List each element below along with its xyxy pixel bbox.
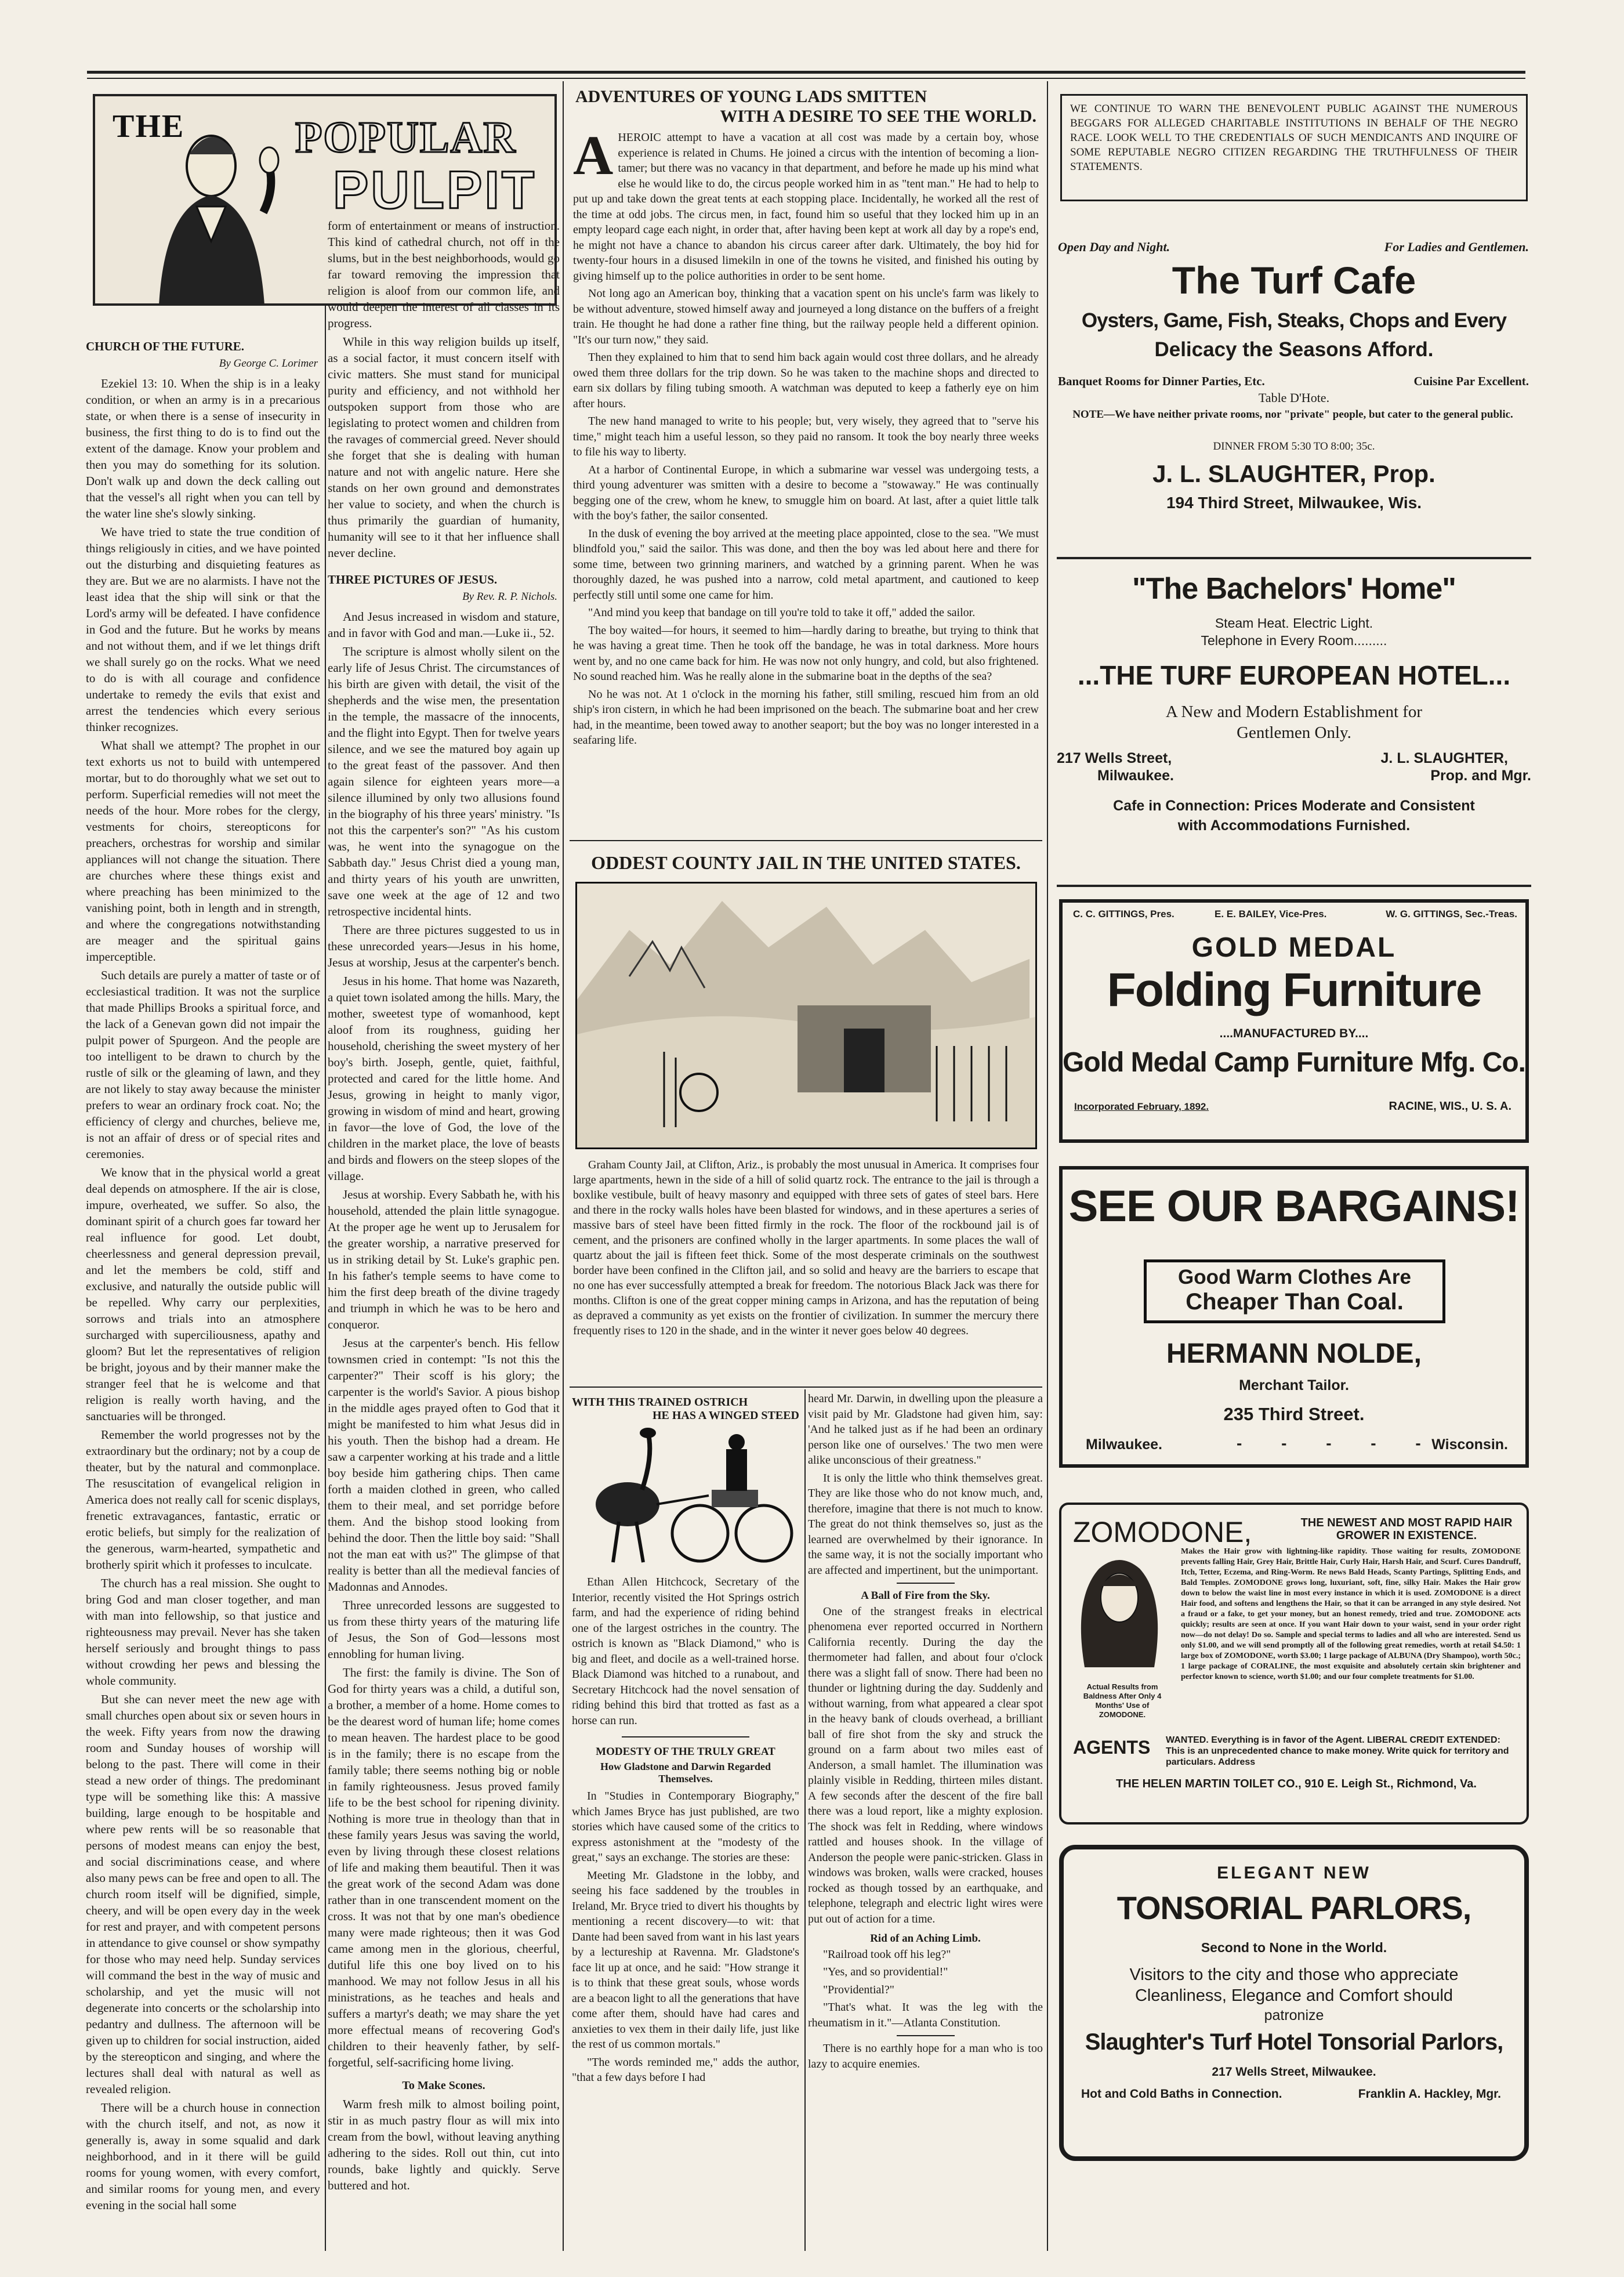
- turf-line1: Oysters, Game, Fish, Steaks, Chops and Every: [1081, 309, 1507, 332]
- notice-text: WE CONTINUE TO WARN THE BENEVOLENT PUBLIC AGAINST THE NUMEROUS BEGGARS FOR ALLEGED CHARITABLE INSTITUTIONS IN BEHALF OF THE NEGRO RACE. LOOK WELL TO THE CREDENTIALS OF SUCH MENDICANTS AND INQUIRE OF SOME REPUTABLE NEGRO CITIZEN REGARDING THE TRUTHFULNESS OF THEIR STATEMENTS.: [1070, 103, 1518, 173]
- short-rule: [622, 1736, 749, 1737]
- tonsorial-visitors-3: patronize: [1264, 2007, 1324, 2023]
- subhead-scones: To Make Scones.: [402, 2079, 485, 2092]
- short-rule: [897, 2035, 955, 2036]
- bachelors-cafe-1: Cafe in Connection: Prices Moderate and Consistent: [1113, 798, 1475, 814]
- ad-turf-cafe: [1057, 235, 1531, 551]
- byline-lorimer: By George C. Lorimer: [219, 357, 318, 370]
- zomodone-wanted: WANTED. Everything is in favor of the Agent. LIBERAL CREDIT EXTENDED: This is an unprecedented chance to make money. Write quick for territory and particulars. Address: [1166, 1735, 1509, 1767]
- paragraph: The scripture is almost wholly silent on the early life of Jesus Christ. The circumstances of his birth are given with detail, the visit of the shepherds and the wise men, the presentation in the temple, the massacre of the innocents, and the flight into Egypt. Then for twelve years silence, and we see the matured boy again up to the great feast of the passover. And then again silence for eighteen years more—a silence illumined by only two allusions found in the biography of his three years' ministry. "Is not this the carpenter's son?" "As his custom was, he went into the synagogue on the Sabbath day." Jesus Christ died a young man, and thirty years of his youth are unwritten, save one week at the age of 12 and two retrospective incidental hints.: [328, 645, 560, 918]
- paragraph: Ezekiel 13: 10. When the ship is in a leaky condition, or when an army is in a precarious state, or when there is a sense of insecurity in business, the first thing to do is to find out the extent of the damage. Know your problem and then you may do something for its solution. Don't walk up and down the deck calling out that the vessel's all right when you can tell by the water line she's slowly sinking.: [86, 377, 320, 520]
- paragraph: heard Mr. Darwin, in dwelling upon the pleasure a visit paid by Mr. Gladstone had given him, say: 'And he talked just as if he had been an ordinary person like one of ourselves.' The two men were alike unconscious of their greatness.": [808, 1392, 1043, 1467]
- paragraph: "That's what. It was the leg with the rheumatism in it."—Atlanta Constitution.: [808, 2001, 1043, 2029]
- bachelors-desc-1: A New and Modern Establishment for: [1165, 703, 1423, 721]
- ad-divider: [1057, 557, 1531, 559]
- tonsorial-baths: Hot and Cold Baths in Connection.: [1081, 2087, 1282, 2101]
- headline-three-pictures: THREE PICTURES OF JESUS.: [328, 573, 498, 587]
- masthead-pulpit: PULPIT: [333, 161, 537, 220]
- bargains-name: HERMANN NOLDE,: [1166, 1338, 1422, 1369]
- woman-portrait-illustration: [1073, 1551, 1166, 1679]
- headline-modesty: MODESTY OF THE TRULY GREAT: [596, 1746, 775, 1758]
- paragraph: form of entertainment or means of instruction. This kind of cathedral church, not off in the slums, but in the best neighborhoods, would go far toward removing the impression that religion is aloof from our common life, and would deepen the interest of all classes in its progress.: [328, 219, 560, 330]
- short-rule: [897, 1583, 955, 1584]
- paragraph: There is no earthly hope for a man who is too lazy to acquire enemies.: [808, 2042, 1043, 2070]
- zomodone-caption: Actual Results from Baldness After Only 4 Months' Use of ZOMODONE.: [1083, 1682, 1162, 1719]
- headline-ostrich-a: WITH THIS TRAINED OSTRICH: [572, 1396, 748, 1409]
- paragraph: At a harbor of Continental Europe, in which a submarine war vessel was undergoing tests, a third young adventurer was smitten with a desire to become a "stowaway." He was continually begging one of the crew, whom he knew, to smuggle him on board. At last, after a quiet little talk with the boy's father, the sailor consented.: [573, 463, 1039, 522]
- column-rule-mid-lower: [804, 1389, 806, 2251]
- drop-cap: A: [573, 124, 614, 186]
- turf-line2: Delicacy the Seasons Afford.: [1154, 338, 1434, 361]
- bachelors-cafe-2: with Accommodations Furnished.: [1177, 817, 1411, 834]
- paragraph: The church has a real mission. She ought to bring God and man closer together, and man with man into fellowship, so that justice and righteousness may prevail. Never has she taken herself seriously and brought things to pass without crowding her pews and blessing the whole community.: [86, 1576, 320, 1688]
- turf-left-top: Open Day and Night.: [1058, 240, 1170, 254]
- ad-see-our-bargains: [1059, 1166, 1529, 1468]
- paragraph: The boy waited—for hours, it seemed to him—hardly daring to breathe, but trying to think that he was having a great time. Then he took off the bandage, he was in total darkness. More hours went by, and no one came back for him. He was now not only hungry, and cold, but also frightened. No sound reached him. Was he really alone in the submarine boat in the depths of the sea?: [573, 624, 1039, 683]
- bachelors-amenities-1: Steam Heat. Electric Light.: [1215, 616, 1373, 631]
- headline-church-of-future: CHURCH OF THE FUTURE.: [86, 339, 245, 353]
- ad-tonsorial-parlors: [1059, 1845, 1529, 2161]
- tonsorial-name: Slaughter's Turf Hotel Tonsorial Parlors,: [1085, 2029, 1503, 2055]
- gold-officer-president: C. C. GITTINGS, Pres.: [1073, 908, 1174, 920]
- subhead-limb: Rid of an Aching Limb.: [870, 1932, 981, 1945]
- paragraph: Not long ago an American boy, thinking that a vacation spent on his uncle's farm was likely to be without adventure, stowed himself away and journeyed a long distance on the buffers of a freight train. He thought he had done a rather fine thing, but the railway people held a different opinion. "It's our turn now," they said.: [573, 287, 1039, 346]
- paragraph: And Jesus increased in wisdom and stature, and in favor with God and man.—Luke ii., 52.: [328, 610, 560, 640]
- zomodone-address: THE HELEN MARTIN TOILET CO., 910 E. Leigh St., Richmond, Va.: [1116, 1778, 1477, 1790]
- paragraph: Jesus at worship. Every Sabbath he, with his household, attended the plain little synagogue. At the proper age he went up to Jerusalem for the greater worship, a narrative preserved for us in striking detail by St. Luke's graphic pen. In his father's temple seems to have come to him the first deep breath of the divine tragedy and triumph in which he was to be hero and conqueror.: [328, 1188, 560, 1331]
- subhead-fire: A Ball of Fire from the Sky.: [861, 1590, 990, 1602]
- zomodone-agents: AGENTS: [1073, 1737, 1151, 1758]
- paragraph: "Providential?": [823, 1983, 894, 1996]
- zomodone-brand: ZOMODONE,: [1073, 1516, 1252, 1548]
- paragraph: Jesus at the carpenter's bench. His fellow townsmen cried in contempt: "Is not this the carpenter?" Their scoff is his glory; the carpenter is the world's Savior. A pious bishop in the middle ages prayed often to God that it might be manifested to him what Jesus did in his youth. Then the bishop had a dream. He saw a carpenter working at his trade and a little boy beside him gathering chips. Then came forth a maiden clothed in green, who called them to their meal, and set porridge before them. And the bishop stood looking from behind the door. Then the little boy said: "Shall not the man eat with us?" The glimpse of that reality is better than all the medieval fancies of Madonnas and Annodes.: [328, 1336, 560, 1594]
- paragraph: We have tried to state the true condition of things religiously in cities, and we have pointed out the disturbing and disquieting features as they are. But we are no alarmists. I have not the least idea that the ship will sink or that the Lord's army will be defeated. I have confidence in God and the future. But he works by means and not without them, and if we let things drift we shall surely go on the rocks. What we need to do is with all courage and confidence undertake to remedy the evils that exist and arrest the tendencies which every serious thinker recognizes.: [86, 525, 320, 734]
- ad-divider: [1057, 885, 1531, 887]
- paragraph: In "Studies in Contemporary Biography," which James Bryce has just published, are two stories which have caused some of the critics to express astonishment at the "modesty of the great," says an exchange. The stories are these:: [572, 1790, 799, 1864]
- bachelors-desc-2: Gentlemen Only.: [1237, 723, 1351, 742]
- gold-incorporated: Incorporated February, 1892.: [1074, 1101, 1209, 1112]
- column-rule-2: [563, 81, 564, 2251]
- adventures-story: [570, 81, 1042, 835]
- bachelors-addr-2: Milwaukee.: [1097, 768, 1174, 784]
- darwin-fire-column: [808, 1391, 1043, 2251]
- paragraph: Warm fresh milk to almost boiling point, stir in as much pastry flour as will mix into cream from the bowl, without leaving anything adhering to the sides. Roll out thin, cut into rounds, bake lightly and quickly. Serve buttered and hot.: [328, 2097, 560, 2192]
- paragraph: There will be a church house in connection with the church itself, and not, as now it generally is, away in some squalid and dark neighborhood, and in it there will be guild rooms for young women, with every comfort, and similar rooms for young men, and every evening in the social hall some: [86, 2101, 320, 2212]
- paragraph: But she can never meet the new age with small churches open about six or seven hours in the week. Fifty years from now the drawing room and Sunday houses of worship will belong to the past. There will come in their stead a new order of things. The predominant type will be something like this: A massive building, large enough to be hospitable and where pew rents will be so reasonable that persons of modest means can enjoy the best, and social discriminations cease, and where also many pews can be free and open to all. The church room itself will be dignified, simple, cheery, and will be open every day in the week for rest and prayer, and with competent persons in attendance to give counsel or show sympathy for those who may need help. Sunday services will command the best in the way of music and scholarship, and yet the music will not degenerate into concerts or the scholarship into pedantry and dullness. The afternoon will be given up to children for social instruction, aided by the stereopticon and singing, and where the lectures shall deal with natural as well as revealed religion.: [86, 1692, 320, 2096]
- bachelors-owner-1: J. L. SLAUGHTER,: [1380, 750, 1508, 766]
- tonsorial-elegant: ELEGANT NEW: [1217, 1863, 1371, 1883]
- gold-officer-vice: E. E. BAILEY, Vice-Pres.: [1215, 908, 1327, 920]
- turf-address: 194 Third Street, Milwaukee, Wis.: [1166, 494, 1422, 512]
- bargains-box-line-1: Good Warm Clothes Are: [1178, 1266, 1411, 1288]
- paragraph: Meeting Mr. Gladstone in the lobby, and seeing his face saddened by the troubles in Ireland, Mr. Bryce tried to divert his thoughts by mentioning a recent discovery—to wit: that Dante had been saved from want in his last years by a lectureship at Ravenna. Mr. Gladstone's face lit up at once, and he said: "How strange it is to think that these great souls, whose words are a beacon light to all the generations that have come after them, should have had cares and anxieties to vex them in their daily life, just like the rest of us common mortals.": [572, 1869, 799, 2051]
- turf-dinner: DINNER FROM 5:30 TO 8:00; 35c.: [1213, 440, 1375, 452]
- section-rule: [570, 1387, 1042, 1388]
- byline-nichols: By Rev. R. P. Nichols.: [462, 591, 557, 603]
- paragraph: The new hand managed to write to his people; but, very wisely, they agreed that to "serve his time," might teach him a useful lesson, so they paid no ransom. It took the boy nearly three weeks to file his way to liberty.: [573, 415, 1039, 458]
- headline-adventures-b: WITH A DESIRE TO SEE THE WORLD.: [720, 107, 1036, 126]
- paragraph: We know that in the physical world a great deal depends on atmosphere. If the air is close, impure, overheated, we suffer. So also, the dominant spirit of a church goes far toward her real influence for good. Let doubt, cheerlessness and general depression prevail, and let the members be cold, stiff and exclusive, and naturally the outside public will be repelled. Why carry our perplexities, sorrows and trials into an atmosphere surcharged with superciliousness, apathy and gloom? But let the representatives of religion be bright, joyous and by their manner make the stranger feel that he is welcome and that religion is really worth having, and the sanctuaries will be thronged.: [86, 1165, 320, 1423]
- top-rule: [87, 71, 1525, 74]
- paragraph: "Railroad took off his leg?": [823, 1947, 951, 1961]
- bachelors-amenities-2: Telephone in Every Room.........: [1201, 633, 1387, 648]
- masthead-the: THE: [113, 108, 185, 144]
- bargains-trade: Merchant Tailor.: [1239, 1377, 1349, 1393]
- paragraph: While in this way religion builds up itself, as a social factor, it must concern itself with civic matters. She must stand for municipal purity and efficiency, and not withhold her outspoken support from those who are legislating to protect women and children from the ravages of commercial greed. Never should she forget that she is dealing with human nature and not with angelic nature. Here she stands on her own ground and demonstrates her value to society, and when the church is thus primarily the guardian of humanity, humanity will see to it that her influence shall never decline.: [328, 335, 560, 560]
- paragraph: The first: the family is divine. The Son of God for thirty years was a child, a dutiful son, a brother, a member of a home. Home comes to be the dearest word of human life; home comes to mean heaven. The hardest place to be good is in the family; there is no escape from the family table; there seems nothing big or noble in family righteousness. Jesus proved family life to be the best school for ripening divinity. Nothing is more true in theology than that in these family years Jesus was saving the world, even by living through these closest relations of life and making them beautiful. Then it was the great work of the second Adam was done rather than in one transcendent moment on the cross. It was not that by one man's obedience many were made righteous; then it was God came among men in the glorious, cheerful, dutiful life this one boy lived on to his manhood. We may not follow Jesus in all his ministrations, as he teaches and heals and suffers a martyr's death; we may share the yet more effectual means of recovering God's children to their heavenly father, by self-forgetful, self-sacrificing home living.: [328, 1666, 560, 2069]
- ostrich-and-modesty: [570, 1391, 802, 2251]
- tonsorial-visitors-1: Visitors to the city and those who appreciate: [1129, 1965, 1459, 1984]
- gold-medal-heading: GOLD MEDAL: [1191, 932, 1397, 963]
- jail-illustration: [575, 882, 1037, 1149]
- tonsorial-title: TONSORIAL PARLORS,: [1116, 1889, 1471, 1926]
- column-rule-3: [1047, 81, 1048, 2251]
- column-1: [86, 322, 320, 2251]
- subhead-modesty: How Gladstone and Darwin Regarded Themselves.: [600, 1761, 771, 1784]
- gold-folding-furniture: Folding Furniture: [1107, 964, 1481, 1016]
- masthead-popular: POPULAR: [295, 113, 517, 162]
- tonsorial-visitors-2: Cleanliness, Elegance and Comfort should: [1134, 1986, 1453, 2005]
- headline-ostrich-b: HE HAS A WINGED STEED: [652, 1409, 799, 1422]
- tonsorial-second: Second to None in the World.: [1201, 1940, 1387, 1955]
- bachelors-hotel: ...THE TURF EUROPEAN HOTEL...: [1077, 660, 1511, 690]
- paragraph: In the dusk of evening the boy arrived at the meeting place appointed, close to the sea. "We must blindfold you," said the sailor. This was done, and then the boy was led about here and there for some time, between two grinning mariners, and watched by a grinning parent. When he was thoroughly dazed, he was pushed into a narrow, cold metal apartment, and cautioned to keep perfectly still until some one came for him.: [573, 527, 1039, 602]
- turf-banquet: Banquet Rooms for Dinner Parties, Etc.: [1058, 374, 1265, 388]
- tonsorial-manager: Franklin A. Hackley, Mgr.: [1358, 2087, 1501, 2101]
- paragraph: It is only the little who think themselves great. They are like those who do not know much, and, therefore, imagine that there is not much to know. The great do not think themselves so, just as the learned are overwhelmed by their ignorance. In the same way, it is not the socially important who are affected and impertinent, but the unimportant.: [808, 1471, 1043, 1577]
- gold-company: Gold Medal Camp Furniture Mfg. Co.: [1063, 1047, 1525, 1078]
- column-rule-1: [325, 226, 326, 2251]
- turf-table: Table D'Hote.: [1258, 390, 1330, 405]
- ostrich-text: Ethan Allen Hitchcock, Secretary of the Interior, recently visited the Hot Springs ostrich farm, and had the experience of riding behind one of the largest ostriches in the country. The ostrich is known as "Black Diamond," who is big and fleet, and docile as a well-trained horse. Black Diamond was hitched to a runabout, and Secretary Hitchcock had the novel sensation of riding behind this bird that trotted as fast as a horse can run.: [572, 1576, 799, 1727]
- paragraph: "The words reminded me," adds the author, "that a few days before I had: [572, 2055, 799, 2084]
- paragraph: Remember the world progresses not by the extraordinary but the ordinary; not by a coup de theater, but by the natural and commonplace. The resuscitation of evangelical religion in America does not really call for scenic displays, frenetic extravagances, fantastic, erratic or erotic beliefs, but simply for the realization of the generous, warm-hearted, sympathetic and brotherly spirit which it professes to inculcate.: [86, 1428, 320, 1572]
- bachelors-title: "The Bachelors' Home": [1132, 572, 1456, 606]
- top-rule-thin: [87, 78, 1525, 79]
- turf-note: NOTE—We have neither private rooms, nor "private" people, but cater to the general public.: [1072, 408, 1513, 421]
- paragraph: No he was not. At 1 o'clock in the morning his father, still smiling, rescued him from an old ship's iron cistern, in which he had been imprisoned on the beach. The submarine boat and her crew had, in the meantime, been towed away to another seaport; but the boy was no longer interested in a seafaring life.: [573, 687, 1039, 747]
- paragraph: "Yes, and so providential!": [823, 1965, 948, 1978]
- bachelors-addr-1: 217 Wells Street,: [1057, 750, 1172, 766]
- paragraph: There are three pictures suggested to us in these unrecorded years—Jesus in his home, Jesus at worship, Jesus at the carpenter's bench.: [328, 923, 560, 969]
- ad-zomodone: [1059, 1503, 1529, 1825]
- paragraph: Three unrecorded lessons are suggested to us from these thirty years of the maturing life of Jesus, the Son of God—lessons most ennobling for human living.: [328, 1598, 560, 1661]
- gold-manufactured-by: ....MANUFACTURED BY....: [1219, 1027, 1369, 1040]
- bargains-inner-box: [1144, 1259, 1445, 1323]
- bargains-street: 235 Third Street.: [1223, 1404, 1365, 1424]
- gold-officer-secretary: W. G. GITTINGS, Sec.-Treas.: [1386, 908, 1517, 920]
- bachelors-owner-2: Prop. and Mgr.: [1430, 768, 1531, 784]
- tonsorial-street: 217 Wells Street, Milwaukee.: [1212, 2065, 1376, 2079]
- ad-bachelors-home: [1057, 566, 1531, 890]
- bargains-city-right: Wisconsin.: [1431, 1436, 1508, 1453]
- paragraph: "And mind you keep that bandage on till you're told to take it off," added the sailor.: [588, 606, 976, 619]
- paragraph: One of the strangest freaks in electrical phenomena ever reported occurred in Northern California recently. During the day the thermometer had fallen, and about four o'clock there was a slight fall of snow. There had been no thunder or lightning during the day. Suddenly and without warning, from what appeared a clear spot in the heavy bank of clouds overhead, a brilliant ball of fire shot from the sky and struck the ground on a farm about two miles east of Anderson, a small hamlet. The illumination was plainly visible in Redding, thirteen miles distant. A few seconds after the descent of the fire ball there was a loud report, like a mighty explosion. The shock was felt in Redding, where windows rattled and houses shook. In the village of Anderson the people were panic-stricken. Glass in windows was broken, walls were cracked, houses rocked as though tossed by an earthquake, and telephone, telegraph and electric light wires were put out of action for a time.: [808, 1605, 1043, 1925]
- column-2: [328, 218, 560, 2251]
- paragraph: Then they explained to him that to send him back again would cost three dollars, and he already owed them three dollars for the trip down. So he was taken to the machine shops and directed to earn six dollars by filing tubing smooth. A watchman was deputed to keep a fatherly eye on him after hours.: [573, 351, 1039, 410]
- turf-prop: J. L. SLAUGHTER, Prop.: [1152, 460, 1436, 487]
- jail-text: Graham County Jail, at Clifton, Ariz., is probably the most unusual in America. It comprises four large apartments, hewn in the side of a hill of solid quartz rock. The entrance to the jail is through a boxlike vestibule, built of heavy masonry and equipped with three sets of gates of steel bars. Here and there in the rocky walls holes have been blasted for windows, and in these apertures a series of massive bars of steel have been fitted firmly in the rock. The floor of the rockbound jail is of cement, and the prisoners are confined wholly in the larger apartments. In some places the wall of quartz about the jail is fifteen feet thick. Some of the most desperate criminals on the southwest border have been confined in the Clifton jail, and so solid and heavy are the barriers to escape that no one has ever successfully attempted a break for freedom. The notorious Black Jack was there for months. Clifton is one of the great copper mining camps in Arizona, and has the reputation of being as depraved a community as yet exists on the frontier of civilization. In summer the mercury there frequently rises to 120 in the shade, and in the winter it never goes below 40 degrees.: [573, 1159, 1039, 1337]
- paragraph: What shall we attempt? The prophet in our text exhorts us not to build with untempered mortar, but to do thoroughly what we set out to perform. Superficial remedies will not meet the needs of the hour. More robes for the clergy, vestments for choirs, stereopticons for preachers, orchestras for worship and similar appliances will not change the situation. There are churches where these things exist and where preaching has been minimized to the vanishing point, both in length and in strength, and where the congregations notwithstanding are meager and the spiritual gains imperceptible.: [86, 739, 320, 964]
- section-rule: [570, 840, 1042, 841]
- bargains-title: SEE OUR BARGAINS!: [1068, 1182, 1520, 1231]
- paragraph: HEROIC attempt to have a vacation at all cost was made by a certain boy, whose experience is related in Chums. He joined a circus with the intention of becoming a lion-tamer; but there was no vacancy in that department, and before he made up his mind what else he would like to do, the circus people worked him in as "tent man." He had to help to put up and take down the great tents at each stopping place. Incidentally, he worked all the rest of the time at odd jobs. The circus men, in fact, found him so useful that they locked him up in an empty leopard cage each night, in order that, after having been kept at work all day by a rope's end, he might not have a chance to abandon his circus career after dark. Ultimately, the boy hid for twenty-four hours in a disused limekiln in one of the towns he visited, and finished his outing by giving himself up to the police authorities in order to be sent home.: [573, 131, 1039, 283]
- turf-title: The Turf Cafe: [1172, 259, 1416, 302]
- paragraph: Jesus in his home. That home was Nazareth, a quiet town isolated among the hills. Mary, the mother, sweetest type of womanhood, kept aloof from its roughness, guiding her household, cherishing the sweet mystery of her boy's birth. Joseph, gentle, quiet, faithful, protected and cared for the little home. And Jesus, growing in height to manly vigor, growing in wisdom of mind and heart, growing in favor—the love of God, the love of the children in the market place, the love of beasts and birds and flowers on the steep slopes of the village.: [328, 974, 560, 1183]
- turf-cuisine: Cuisine Par Excellent.: [1413, 374, 1529, 388]
- ad-gold-medal: [1059, 899, 1529, 1143]
- headline-jail: ODDEST COUNTY JAIL IN THE UNITED STATES.: [591, 852, 1021, 873]
- bargains-box-line-2: Cheaper Than Coal.: [1186, 1289, 1404, 1315]
- headline-adventures-a: ADVENTURES OF YOUNG LADS SMITTEN: [575, 87, 927, 106]
- jail-story: [570, 844, 1042, 1384]
- zomodone-tagline: THE NEWEST AND MOST RAPID HAIR GROWER IN EXISTENCE.: [1300, 1516, 1513, 1542]
- ostrich-illustration: [575, 1426, 796, 1571]
- gold-city: RACINE, WIS., U. S. A.: [1389, 1100, 1511, 1113]
- bargains-city-left: Milwaukee.: [1086, 1436, 1162, 1453]
- turf-right-top: For Ladies and Gentlemen.: [1384, 240, 1529, 254]
- notice-box: [1060, 94, 1528, 201]
- paragraph: Such details are purely a matter of taste or of ecclesiastical tradition. It was not the surplice that made Phillips Brooks a spiritual force, and the lack of a Genevan gown did not impair the pulpit power of Spurgeon. And the people are too intelligent to be drawn to church by the rustle of silk or the gleaming of lawn, and they are not likely to stay away because the minister prefers to wear an ordinary frock coat. No; the efficiency of clergy and churches, believe me, is not an affair of dress or of special rites and ceremonies.: [86, 968, 320, 1161]
- bargains-dashes: - - - - -: [1237, 1434, 1438, 1452]
- zomodone-body: Makes the Hair grow with lightning-like rapidity. Those waiting for results, ZOMODONE prevents falling Hair, Grey Hair, Brittle Hair, Curly Hair, Harsh Hair, and Scurf. Cures Dandruff, Itch, Tetter, Eczema, and Ring-Worm. Re news Bald Heads, Scanty Partings, Splitting Ends, and Bald Temples. ZOMODONE grows long, luxuriant, soft, fine, silky Hair. Makes the Hair grow down to below the waist line in most every instance in which it is used. ZOMODONE is a direct Hair food, and softens and lengthens the Hair, so that it can be arranged in any style desired. Not a fraud or a fake, to get your money, but an honest remedy, tried and true. ZOMODONE acts quickly; results are seen at once. If you want Hair down to your waist, send in your order right now—do not delay! Do so. Sample and special terms to ladies and all who are interested. Send us only $1.00, and we will send promptly all of the following great remedies, worth at retail $4.50: 1 large box of ZOMODONE, worth $3.00; 1 large package of ALBUNA (Dry Shampoo), worth 50c.; 1 large package of CORALINE, the most exquisite and absolutely certain skin brightener and perfector known to science, worth $1.00; and our four complete treatments for $1.00.: [1181, 1547, 1521, 1681]
